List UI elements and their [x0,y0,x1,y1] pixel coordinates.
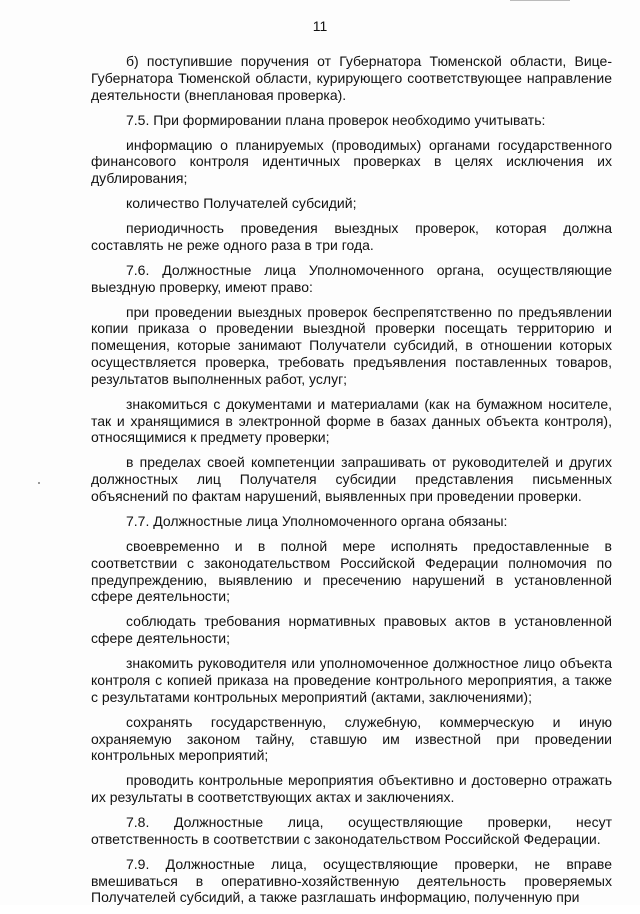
paragraph-objectivity: проводить контрольные мероприятия объективно и достоверно отражать их результаты в соответствующих актах и заключениях. [91,772,612,806]
paragraph-documents: знакомиться с документами и материалами (как на бумажном носителе, так и хранящимися в электронной форме в базах данных объекта контроля), относящимися к предмету проверки; [91,395,612,446]
paragraph-acquaint: знакомить руководителя или уполномоченное должностное лицо объекта контроля с копией приказа на проведение контрольного мероприятия, а также с результатами контрольных мероприятий (актами, заключениями); [91,655,612,705]
paragraph-7-9: 7.9. Должностные лица, осуществляющие проверки, не вправе вмешиваться в оперативно-хозяйственную деятельность проверяемых Получателей субсидий, а также разглашать информацию, полученную при [91,855,612,906]
scan-artifact-line [510,0,570,1]
paragraph-7-7: 7.7. Должностные лица Уполномоченного органа обязаны: [126,513,508,530]
paragraph-7-6: 7.6. Должностные лица Уполномоченного органа, осуществляющие выездную проверку, имеют право: [91,261,612,295]
paragraph-b-orders: б) поступившие поручения от Губернатора Тюменской области, Вице-Губернатора Тюменской области, курирующего соответствующее направление деятельности (внеплановая проверка). [91,53,612,103]
paragraph-7-8: 7.8. Должностные лица, осуществляющие проверки, несут ответственность в соответствии с законодательством Российской Федерации. [91,814,612,847]
paragraph-explanations: в пределах своей компетенции запрашивать от руководителей и других должностных лиц Получателя субсидии представления письменных объяснений по фактам нарушений, выявленных при проведении проверки. [91,454,612,505]
paragraph-site-access: при проведении выездных проверок беспрепятственно по предъявлении копии приказа о проведении выездной проверки посещать территорию и помещения, которые занимают Получатели субсидий, в отношении которых осуществляется проверка, требовать предъявления поставленных товаров, результатов выполненных работ, услуг; [91,303,612,387]
paragraph-powers: своевременно и в полной мере исполнять предоставленные в соответствии с законодательством Российской Федерации полномочия по предупреждению, выявлению и пресечению нарушений в установленной сфере деятельности; [91,538,612,605]
paragraph-info-planned-checks: информацию о планируемых (проводимых) органами государственного финансового контроля идентичных проверках в целях исключения их дублирования; [91,136,612,187]
paragraph-7-5: 7.5. При формировании плана проверок необходимо учитывать: [126,111,546,128]
page-number: 11 [312,18,328,34]
paragraph-recipient-count: количество Получателей субсидий; [126,195,357,212]
paragraph-secrecy: сохранять государственную, служебную, коммерческую и иную охраняемую законом тайну, ставшую им известной при проведении контрольных мероприятий; [91,713,612,764]
document-body [91,53,612,914]
paragraph-compliance: соблюдать требования нормативных правовых актов в установленной сфере деятельности; [91,613,612,647]
scan-artifact-dot [38,482,40,484]
paragraph-periodicity: периодичность проведения выездных проверок, которая должна составлять не реже одного раза в три года. [91,220,612,253]
